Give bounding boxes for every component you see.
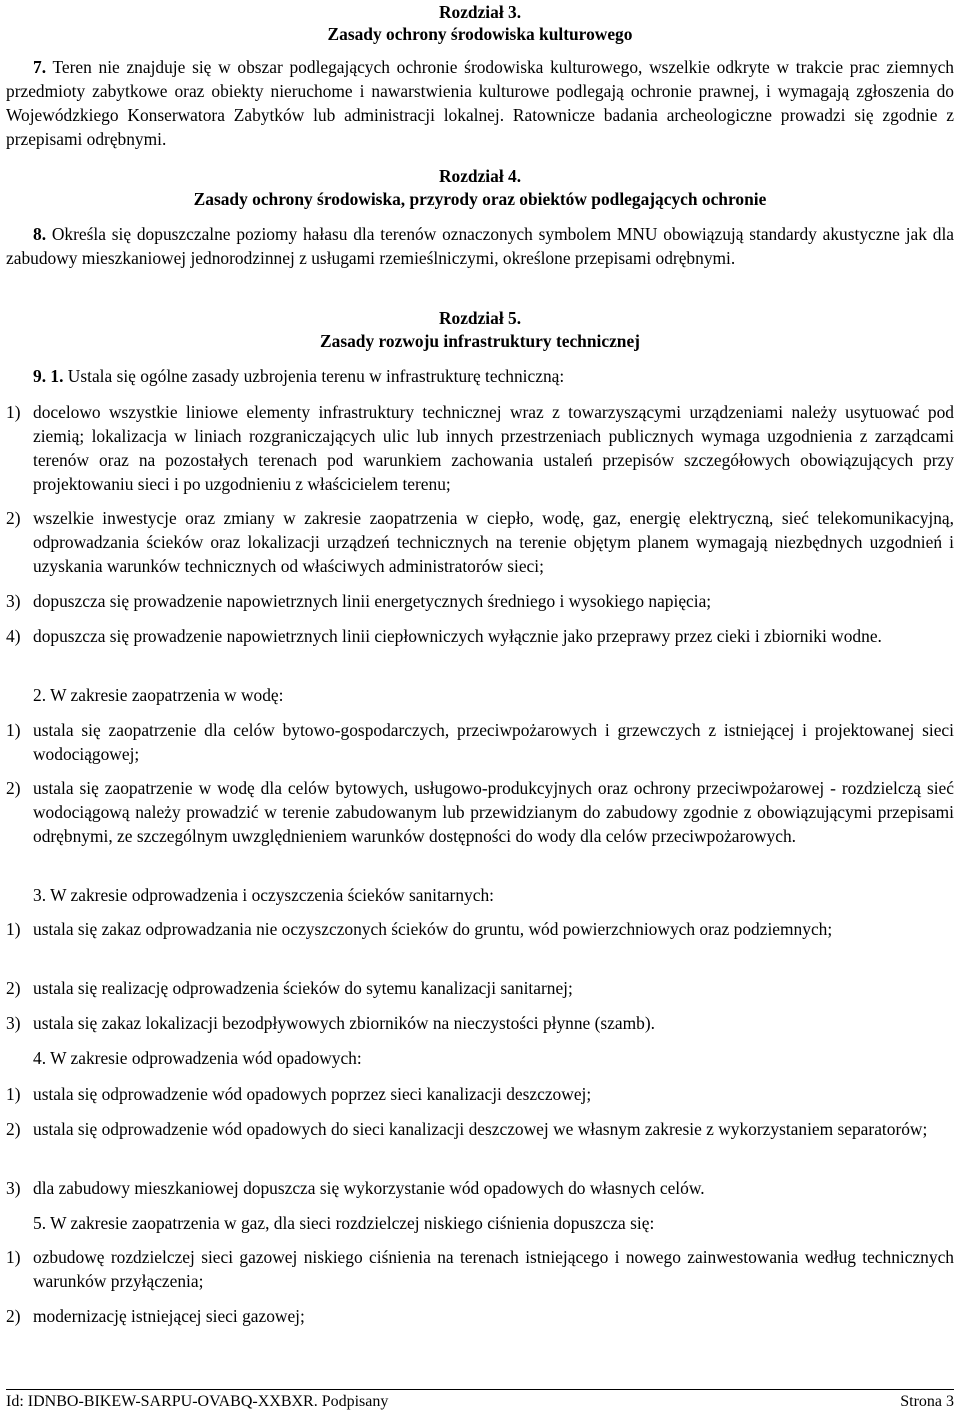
sewage-heading: 3. W zakresie odprowadzenia i oczyszczenia ścieków sanitarnych: [33, 885, 494, 905]
paragraph-9-text: Ustala się ogólne zasady uzbrojenia terenu w infrastrukturę techniczną: [67, 366, 565, 386]
list-item: 3) dla zabudowy mieszkaniowej dopuszcza się wykorzystanie wód opadowych do własnych celów. [6, 1178, 705, 1198]
list-item: 1) ustala się odprowadzenie wód opadowych poprzez sieci kanalizacji deszczowej; [6, 1084, 592, 1104]
list-item: 1) docelowo wszystkie liniowe elementy infrastruktury technicznej wraz z towarzyszącymi urządzeniami należy usytuować pod ziemią; lokalizacja w liniach rozgraniczających ulic lub innych przestrzeniach publicznych wymaga uzgodnienia z zarządcami terenów oraz na pozostałych terenach pod warunkiem zachowania ustaleń przepisów szczegółowych obowiązujących przy projektowaniu sieci i po uzgodnieniu z właścicielem terenu; [6, 402, 954, 494]
gas-heading: 5. W zakresie zaopatrzenia w gaz, dla sieci rozdzielczej niskiego ciśnienia dopuszcza się: [33, 1213, 655, 1233]
list-item: 1) ustala się zaopatrzenie dla celów bytowo-gospodarczych, przeciwpożarowych i grzewczych z istniejącej i projektowanej sieci wodociągowej; [6, 720, 954, 764]
paragraph-7 [6, 55, 954, 151]
water-heading: 2. W zakresie zaopatrzenia w wodę: [33, 685, 284, 705]
list-item: 2) ustala się zaopatrzenie w wodę dla celów bytowych, usługowo-produkcyjnych oraz ochrony przeciwpożarowej - rozdzielczą sieć wodociągową należy prowadzić w terenie zabudowanym lub przewidzianym do zabudowy zgodnie z obowiązującymi przepisami odrębnymi, ze szczególnym uwzględnieniem warunków dostępności do wody dla celów przeciwpożarowych. [6, 778, 954, 846]
chapter-4-title: Rozdział 4. [438, 166, 522, 186]
page-footer [6, 1389, 954, 1412]
paragraph-8 [6, 222, 954, 270]
list-item: 1) ozbudowę rozdzielczej sieci gazowej niskiego ciśnienia na terenach istniejącego i nowego zainwestowania według technicznych warunków przyłączenia; [6, 1247, 954, 1291]
chapter-3-subtitle: Zasady ochrony środowiska kulturowego [327, 24, 633, 44]
list-item: 2) ustala się odprowadzenie wód opadowych do sieci kanalizacji deszczowej we własnym zakresie z wykorzystaniem separatorów; [6, 1119, 928, 1139]
chapter-3-title: Rozdział 3. [438, 2, 522, 22]
rainwater-heading: 4. W zakresie odprowadzenia wód opadowych: [33, 1048, 362, 1068]
list-item: 4) dopuszcza się prowadzenie napowietrznych linii ciepłowniczych wyłącznie jako przeprawy przez cieki i zbiorniki wodne. [6, 626, 882, 646]
chapter-5-subtitle: Zasady rozwoju infrastruktury technicznej [320, 331, 640, 351]
chapter-4-subtitle: Zasady ochrony środowiska, przyrody oraz obiektów podlegających ochronie [193, 189, 767, 209]
paragraph-8-text: Określa się dopuszczalne poziomy hałasu dla terenów oznaczonych symbolem MNU obowiązują standardy akustyczne jak dla zabudowy mieszkaniowej jednorodzinnej z usługami rzemieślniczymi, określone przepisami odrębnymi. [6, 224, 954, 268]
list-item: 3) dopuszcza się prowadzenie napowietrznych linii energetycznych średniego i wysokiego napięcia; [6, 591, 712, 611]
page-number: Strona 3 [900, 1393, 954, 1410]
paragraph-7-number: 7. [33, 57, 47, 77]
paragraph-9-number: 9. 1. [33, 366, 64, 386]
list-item: 2) modernizację istniejącej sieci gazowej; [6, 1306, 305, 1326]
list-item: 1) ustala się zakaz odprowadzania nie oczyszczonych ścieków do gruntu, wód powierzchniowych oraz podziemnych; [6, 919, 833, 939]
chapter-5-title: Rozdział 5. [438, 308, 522, 328]
list-item: 2) ustala się realizację odprowadzenia ścieków do sytemu kanalizacji sanitarnej; [6, 978, 573, 998]
paragraph-8-number: 8. [33, 224, 47, 244]
list-item: 2) wszelkie inwestycje oraz zmiany w zakresie zaopatrzenia w ciepło, wodę, gaz, energię elektryczną, sieć telekomunikacyjną, odprowadzania ścieków oraz lokalizacji urządzeń technicznych na terenie objętym planem wymagają niezbędnych uzgodnień i uzyskania warunków technicznych od właściwych administratorów sieci; [6, 508, 954, 576]
paragraph-9 [6, 364, 954, 388]
document-id: Id: IDNBO-BIKEW-SARPU-OVABQ-XXBXR. Podpisany [6, 1393, 389, 1410]
paragraph-7-text: Teren nie znajduje się w obszar podlegających ochronie środowiska kulturowego, wszelkie odkryte w trakcie prac ziemnych przedmioty zabytkowe oraz obiekty nieruchome i nawarstwienia kulturowe podlegają ochronie prawnej, i wymagają zgłoszenia do Wojewódzkiego Konserwatora Zabytków lub administracji lokalnej. Ratownicze badania archeologiczne prowadzi się zgodnie z przepisami odrębnymi. [6, 57, 954, 149]
list-item: 3) ustala się zakaz lokalizacji bezodpływowych zbiorników na nieczystości płynne (szamb). [6, 1013, 655, 1033]
